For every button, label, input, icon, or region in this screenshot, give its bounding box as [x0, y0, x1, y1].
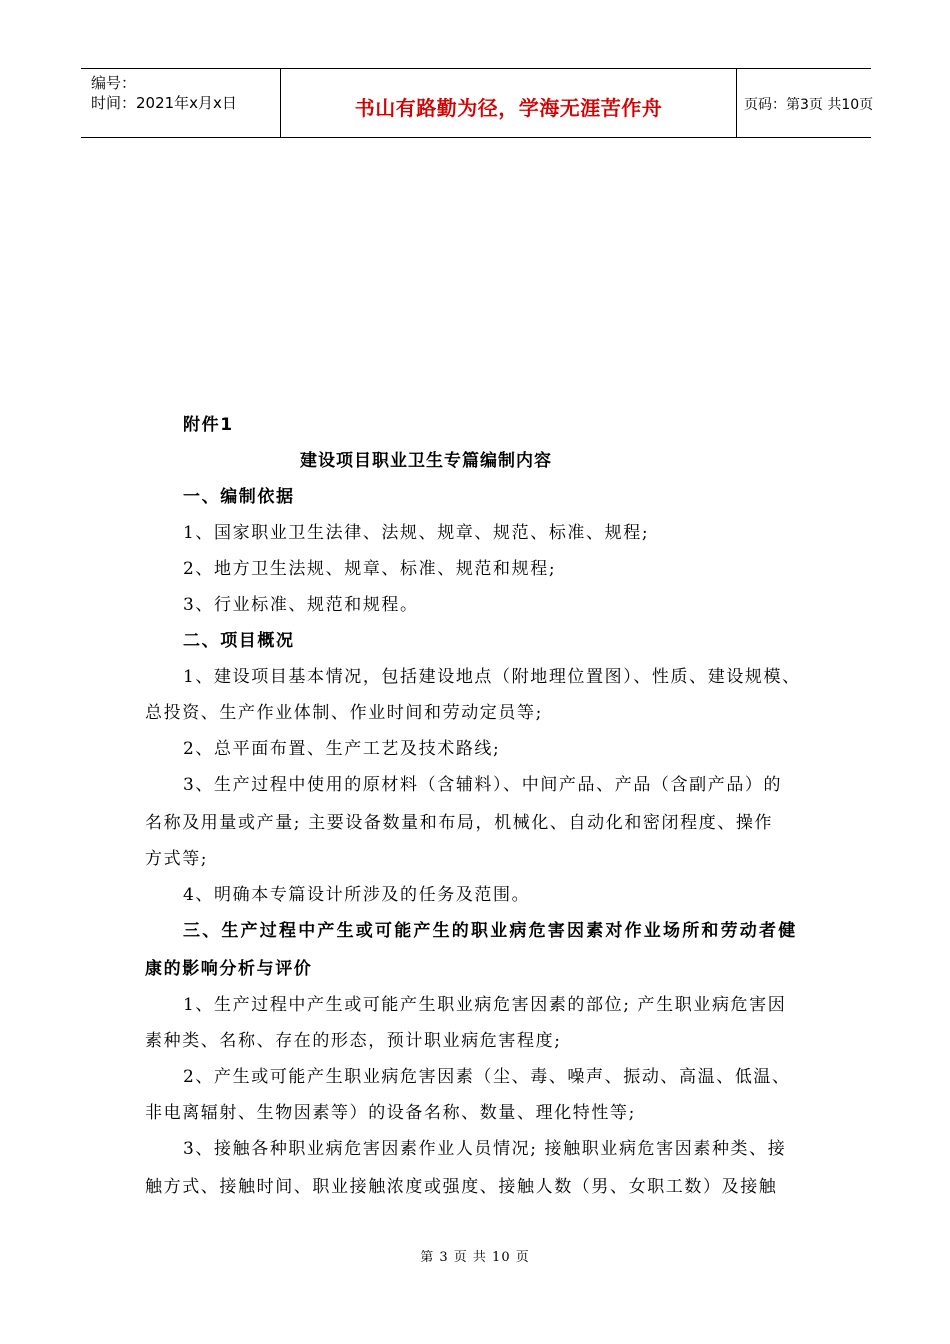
paragraph-line: 1、生产过程中产生或可能产生职业病危害因素的部位; 产生职业病危害因 — [183, 995, 787, 1015]
paragraph-line: 非电离辐射、生物因素等）的设备名称、数量、理化特性等; — [145, 1103, 636, 1123]
document-date: 时间：2021年x月x日 — [91, 94, 237, 112]
paragraph-line: 2、总平面布置、生产工艺及技术路线; — [183, 739, 501, 759]
paragraph-line: 3、接触各种职业病危害因素作业人员情况; 接触职业病危害因素种类、接 — [183, 1139, 787, 1159]
document-number-label: 编号： — [91, 74, 137, 92]
paragraph-line: 4、明确本专篇设计所涉及的任务及范围。 — [183, 885, 531, 905]
paragraph-line: 1、建设项目基本情况，包括建设地点（附地理位置图）、性质、建设规模、 — [183, 667, 801, 687]
paragraph-line: 素种类、名称、存在的形态，预计职业病危害程度; — [145, 1031, 562, 1051]
header-page-code: 页码：第3页 共10页 — [744, 97, 874, 113]
paragraph-line: 触方式、接触时间、职业接触浓度或强度、接触人数（男、女职工数）及接触 — [145, 1177, 778, 1197]
paragraph-line: 1、国家职业卫生法律、法规、规章、规范、标准、规程; — [183, 523, 650, 543]
paragraph-line: 3、生产过程中使用的原材料（含辅料）、中间产品、产品（含副产品）的 — [183, 775, 783, 795]
header-page-cell — [737, 69, 874, 137]
paragraph-line: 总投资、生产作业体制、作业时间和劳动定员等; — [145, 703, 543, 723]
paragraph-line: 名称及用量或产量; 主要设备数量和布局，机械化、自动化和密闭程度、操作 — [145, 813, 774, 833]
paragraph-line: 方式等; — [145, 849, 209, 869]
section-heading-basis: 一、编制依据 — [183, 487, 295, 507]
paragraph-line: 3、行业标准、规范和规程。 — [183, 595, 419, 615]
header-info-cell — [81, 69, 281, 137]
document-title: 建设项目职业卫生专篇编制内容 — [300, 451, 552, 471]
attachment-label: 附件1 — [183, 415, 234, 435]
document-header — [81, 68, 874, 138]
section-heading-overview: 二、项目概况 — [183, 631, 295, 651]
paragraph-line: 2、地方卫生法规、规章、标准、规范和规程; — [183, 559, 557, 579]
section-heading-hazards-cont: 康的影响分析与评价 — [145, 959, 313, 979]
header-motto: 书山有路勤为径，学海无涯苦作舟 — [354, 96, 663, 120]
section-heading-hazards: 三、生产过程中产生或可能产生的职业病危害因素对作业场所和劳动者健 — [183, 921, 798, 941]
header-motto-cell — [281, 69, 737, 137]
page-footer: 第 3 页 共 10 页 — [420, 1250, 530, 1265]
paragraph-line: 2、产生或可能产生职业病危害因素（尘、毒、噪声、振动、高温、低温、 — [183, 1067, 791, 1087]
